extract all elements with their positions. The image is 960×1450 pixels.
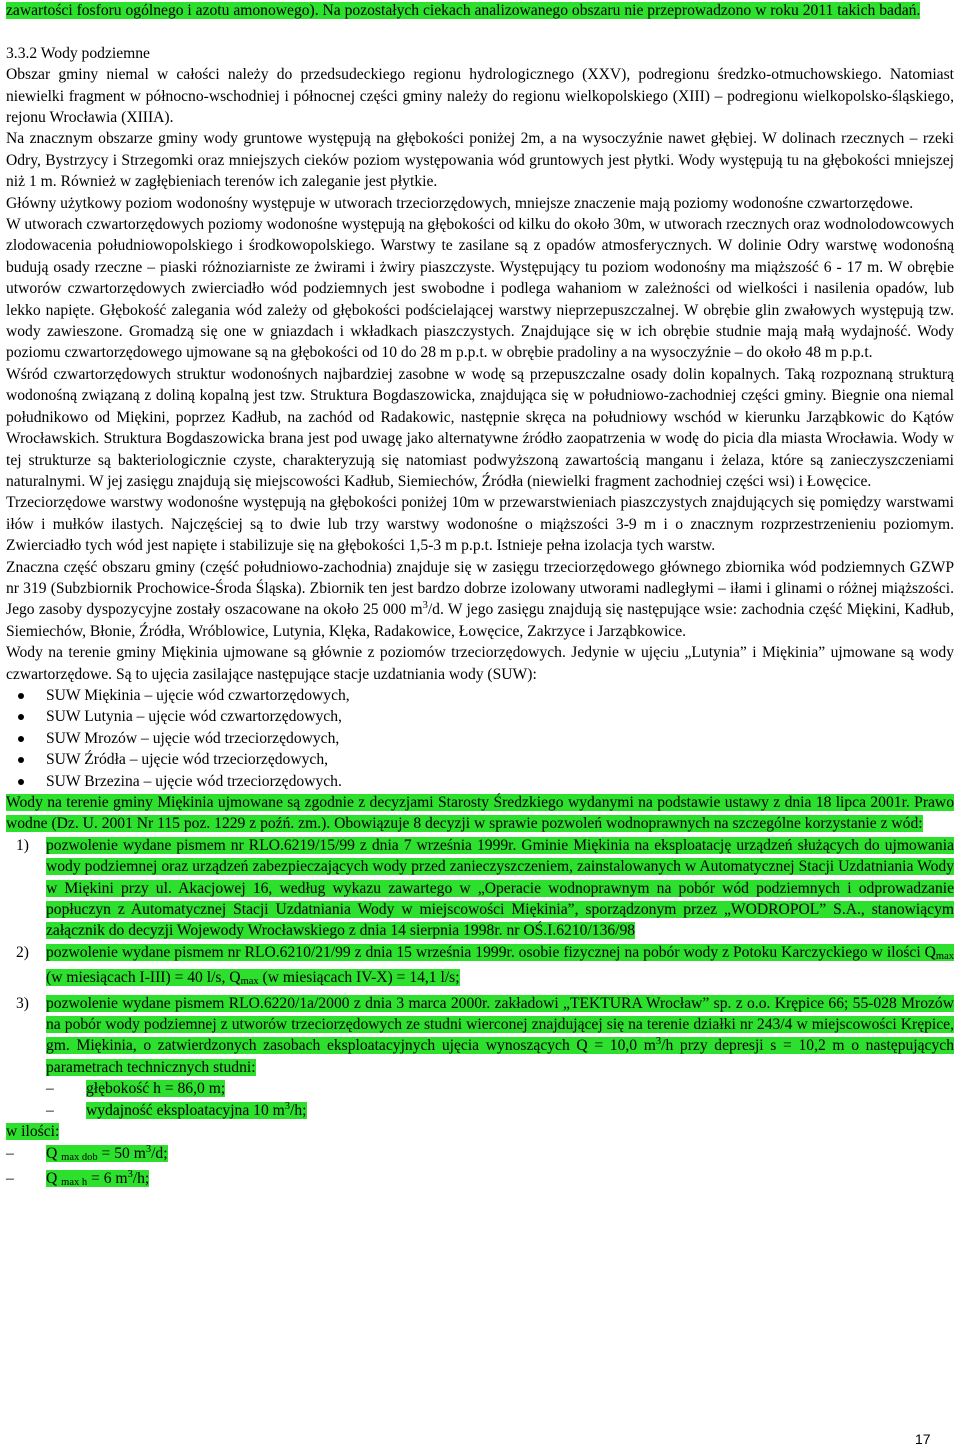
list-item: SUW Miękinia – ujęcie wód czwartorzędowych, xyxy=(6,685,954,706)
page-number: 17 xyxy=(915,1431,931,1447)
list-number: 2) xyxy=(16,943,29,961)
list-item: – Q max h = 6 $m^3/h$; xyxy=(6,1168,150,1188)
section-heading: 3.3.2 Wody podziemne xyxy=(6,44,150,62)
list-number: 1) xyxy=(16,836,29,854)
permit-item-2: 2) pozwolenie wydane pismem nr RLO.6210/21/99 z dnia 15 września 1999r. osobie fizycznej na pobór wody z Potoku Karczyckiego w ilości Qmax (w miesiącach I-III) = 40 l/s, Qmax (w miesiącach IV-X) = 14,1 l/s; xyxy=(16,943,954,988)
permit-item-1: 1) pozwolenie wydane pismem nr RLO.6219/15/99 z dnia 7 września 1999r. Gminie Miękinia na eksploatację urządzeń służących do ujmowania wody podziemnej oraz urządzeń zabezpieczających wody przed zanieczyszczeniem, zainstalowanych w Automatycznej Stacji Uzdatniania Wody w Miękini przy ul. Akacjowej 16, według wykazu zawartego w „Operacie wodnoprawnym na pobór wód podziemnych i odprowadzanie popłuczyn z Automatycznej Stacji Uzdatniania Wody w miejscowości Miękinia”, sporządzonym przez „WODROPOL” S.A., stanowiącym załącznik do decyzji Wojewody Wrocławskiego z dnia 14 sierpnia 1998r. nr OŚ.I.6210/136/98 xyxy=(16,836,954,940)
paragraph-water-intakes: Wody na terenie gminy Miękinia ujmowane są głównie z poziomów trzeciorzędowych. Jedynie w ujęciu „Lutynia” i Miękinia” ujmowane są wody czwartorzędowe. Są to ujęcia zasilające następujące stacje uzdatniania wody (SUW): xyxy=(6,644,954,683)
paragraph-gzwp: Znaczna część obszaru gminy (część południowo-zachodnia) znajduje się w zasięgu trzeciorzędowego głównego zbiornika wód podziemnych GZWP nr 319 (Subzbiornik Prochowice-Środa Śląska). Zbiornik ten jest bardzo dobrze izolowany utworami nadległymi – iłami i glinami o różnej miąższości. Jego zasoby dyspozycyjne zostały oszacowane na około 25 000 $m^3/d$. W jego zasięgu znajdują się następujące wsie: zachodnia część Miękini, Kadłub, Siemiechów, Błonie, Źródła, Wróblowice, Lutynia, Klęka, Radakowice, Łowęcice, Zakrzyce i Jarząbkowice. xyxy=(6,558,955,640)
document-page xyxy=(6,0,954,1193)
amount-list xyxy=(6,1143,954,1194)
list-number: 3) xyxy=(16,994,29,1012)
spacer xyxy=(6,21,954,42)
paragraph-groundwater-depth: Na znacznym obszarze gminy wody gruntowe występują na głębokości poniżej 2m, a na wysoczyźnie nawet głębiej. W dolinach rzecznych – rzeki Odry, Bystrzycy i Strzegomki oraz mniejszych cieków poziom występowania wód gruntowych jest płytki. Wody występują tu na głębokości mniejszej niż 1 m. Również w zagłębieniach terenów ich zaleganie jest płytkie. xyxy=(6,130,954,191)
paragraph-permits: Wody na terenie gminy Miękinia ujmowane są zgodnie z decyzjami Starosty Średzkiego wydanymi na podstawie ustawy z dnia 18 lipca 2001r. Prawo wodne (Dz. U. 2001 Nr 115 poz. 1229 z poźń. zm.). Obowiązuje 8 decyzji w sprawie pozwoleń wodnoprawnych na szczególne korzystanie z wód: xyxy=(6,794,954,833)
list-item: SUW Mrozów – ujęcie wód trzeciorzędowych, xyxy=(6,728,954,749)
paragraph-tertiary: Trzeciorzędowe warstwy wodonośne występują na głębokości poniżej 10m w przewarstwieniach piaszczystych znajdujących się pomiędzy warstwami iłów i mułków ilastych. Najczęściej są to dwie lub trzy warstwy wodonośne o miąższości 3-9 m i o znacznym rozprzestrzenieniu poziomym. Zwierciadło tych wód jest napięte i stabilizuje się na głębokości 1,5-3 m p.p.t. Istnieje pełna izolacja tych warstw. xyxy=(6,494,954,555)
permit-list xyxy=(6,835,954,1121)
well-parameters xyxy=(46,1078,954,1121)
list-item: SUW Brzezina – ujęcie wód trzeciorzędowych. xyxy=(6,771,954,792)
paragraph-quaternary-structures: Wśród czwartorzędowych struktur wodonośnych najbardziej zasobne w wodę są przepuszczalne osady dolin kopalnych. Taką rozpoznaną strukturą wodonośną związaną z doliną kopalną jest tzw. Struktura Bogdaszowicka, znajdująca się w południowo-zachodniej części gminy. Biegnie ona niemal południkowo od Miękini, poprzez Kadłub, na zachód od Radakowic, następnie skręca na południowy wschód w kierunku Jarząbkowic do Kątów Wrocławskich. Struktura Bogdaszowicka brana jest pod uwagę jako alternatywne źródło zaopatrzenia w wodę do picia dla miasta Wrocławia. Wody w tej strukturze są bakteriologicznie czyste, charakteryzują się natomiast podwyższoną zawartością manganu i żelaza, które są zanieczyszczeniami naturalnymi. W jej zasięgu znajdują się miejscowości Kadłub, Siemiechów, Źródła (niewielki fragment zachodniej części wsi) i Łowęcice. xyxy=(6,365,954,490)
paragraph-main-aquifer: Główny użytkowy poziom wodonośny występuje w utworach trzeciorzędowych, mniejsze znaczenie mają poziomy wodonośne czwartorzędowe. xyxy=(6,194,914,212)
paragraph-regions: Obszar gminy niemal w całości należy do przedsudeckiego regionu hydrologicznego (XXV), podregionu średzko-otmuchowskiego. Natomiast niewielki fragment w północno-wschodniej i północnej części gminy należy do regionu wielkopolskiego (XIII) – podregionu wielkopolsko-śląskiego, rejonu Wrocławia (XIIIA). xyxy=(6,66,954,127)
list-item: – głębokość h = 86,0 m; xyxy=(46,1080,226,1098)
suw-list xyxy=(6,685,954,792)
list-item: SUW Lutynia – ujęcie wód czwartorzędowych, xyxy=(6,706,954,727)
list-item: – Q max dob = 50 $m^3/d$; xyxy=(6,1143,168,1163)
list-item: – wydajność eksploatacyjna 10 $m^3/h$; xyxy=(46,1100,307,1119)
label-amounts: w ilości: xyxy=(6,1123,60,1141)
paragraph-continuation: zawartości fosforu ogólnego i azotu amonowego). Na pozostałych ciekach analizowanego obszaru nie przeprowadzono w roku 2011 takich badań. xyxy=(6,2,921,19)
permit-item-3: 3) pozwolenie wydane pismem RLO.6220/1a/2000 z dnia 3 marca 2000r. zakładowi „TEKTURA Wrocław” sp. z o.o. Krępice 66; 55-028 Mrozów na pobór wody podziemnej z utworów trzeciorzędowych ze studni wierconej znajdującej się na terenie działki nr 243/4 w miejscowości Krępice, gm. Miękinia, o zatwierdzonych zasobach eksploatacyjnych ujęcia wynoszących Q = 10,0 $m^3/h$ przy depresji s = 10,2 m o następujących parametrach technicznych studni: – głębokość h = 86,0 m; – wydajność eksploatacyjna 10 $m^3/h$; xyxy=(6,993,954,1121)
paragraph-quaternary: W utworach czwartorzędowych poziomy wodonośne występują na głębokości od kilku do około 30m, w utworach rzecznych oraz wodnolodowcowych zlodowacenia południowopolskiego i środkowopolskiego. Warstwy te zasilane są z opadów atmosferycznych. W dolinie Odry warstwę wodonośną budują osady rzeczne – piaski różnoziarniste ze żwirami i żwiry piaszczyste. Występujący tu poziom wodonośny ma miąższość 6 - 17 m. W obrębie utworów czwartorzędowych zwierciadło wód podziemnych jest swobodne i podlega wahaniom w zależności od wielkości i nasilenia opadów, lub lekko napięte. Głębokość zalegania wód zależy od głębokości podścielającej warstwy nieprzepuszczalnej. W obrębie glin zwałowych występują tzw. wody zawieszone. Gromadzą się one w gniazdach i wkładkach piaszczystych. Znajdujące się w ich obrębie studnie mają małą wydajność. Wody poziomu czwartorzędowego ujmowane są na głębokości od 10 do 28 m p.p.t. w obrębie pradoliny a na wysoczyźnie – do około 48 m p.p.t. xyxy=(6,216,954,362)
list-item: SUW Źródła – ujęcie wód trzeciorzędowych, xyxy=(6,749,954,770)
